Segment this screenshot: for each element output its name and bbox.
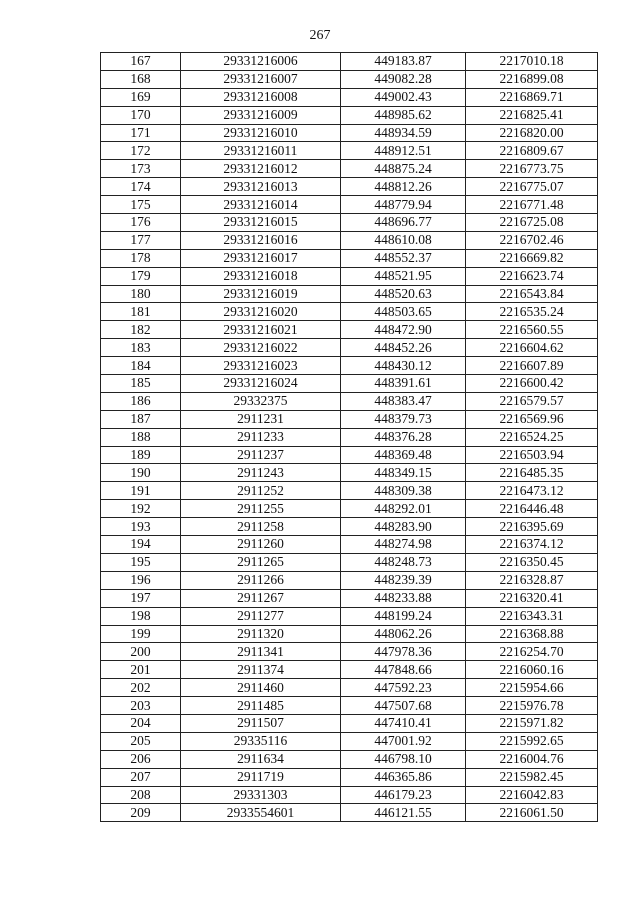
table-row (101, 768, 598, 786)
y-coordinate-cell: 2216535.24 (466, 303, 598, 321)
point-id-cell: 2911258 (181, 518, 341, 536)
x-coordinate-cell: 448521.95 (341, 267, 466, 285)
x-coordinate-cell: 448062.26 (341, 625, 466, 643)
table-row (101, 428, 598, 446)
point-id-cell: 29331216015 (181, 214, 341, 232)
table-row (101, 214, 598, 232)
row-number-cell: 171 (101, 124, 181, 142)
point-id-cell: 29331216007 (181, 70, 341, 88)
x-coordinate-cell: 447592.23 (341, 679, 466, 697)
table-row (101, 70, 598, 88)
page-number: 267 (309, 28, 331, 43)
x-coordinate-cell: 448552.37 (341, 249, 466, 267)
y-coordinate-cell: 2216607.89 (466, 357, 598, 375)
x-coordinate-cell: 447978.36 (341, 643, 466, 661)
row-number-cell: 187 (101, 410, 181, 428)
point-id-cell: 29331216022 (181, 339, 341, 357)
y-coordinate-cell: 2216600.42 (466, 375, 598, 393)
row-number-cell: 203 (101, 697, 181, 715)
table-row (101, 446, 598, 464)
table-row (101, 571, 598, 589)
x-coordinate-cell: 448379.73 (341, 410, 466, 428)
row-number-cell: 200 (101, 643, 181, 661)
x-coordinate-cell: 448812.26 (341, 178, 466, 196)
table-row (101, 321, 598, 339)
table-row (101, 697, 598, 715)
row-number-cell: 197 (101, 589, 181, 607)
table-row (101, 285, 598, 303)
table-row (101, 142, 598, 160)
table-row (101, 392, 598, 410)
y-coordinate-cell: 2216395.69 (466, 518, 598, 536)
point-id-cell: 29331216021 (181, 321, 341, 339)
table-row (101, 88, 598, 106)
table-row (101, 231, 598, 249)
point-id-cell: 29331216014 (181, 196, 341, 214)
y-coordinate-cell: 2216702.46 (466, 231, 598, 249)
table-row (101, 303, 598, 321)
table-row (101, 267, 598, 285)
row-number-cell: 209 (101, 804, 181, 822)
point-id-cell: 2911267 (181, 589, 341, 607)
table-row (101, 160, 598, 178)
table-row (101, 607, 598, 625)
row-number-cell: 205 (101, 732, 181, 750)
x-coordinate-cell: 448452.26 (341, 339, 466, 357)
row-number-cell: 188 (101, 428, 181, 446)
y-coordinate-cell: 2216374.12 (466, 536, 598, 554)
row-number-cell: 180 (101, 285, 181, 303)
x-coordinate-cell: 449183.87 (341, 53, 466, 71)
point-id-cell: 2911233 (181, 428, 341, 446)
point-id-cell: 2911460 (181, 679, 341, 697)
y-coordinate-cell: 2216579.57 (466, 392, 598, 410)
point-id-cell: 29331216008 (181, 88, 341, 106)
x-coordinate-cell: 448875.24 (341, 160, 466, 178)
point-id-cell: 29331216012 (181, 160, 341, 178)
row-number-cell: 192 (101, 500, 181, 518)
point-id-cell: 29331216010 (181, 124, 341, 142)
table-row (101, 804, 598, 822)
table-row (101, 518, 598, 536)
point-id-cell: 29331216011 (181, 142, 341, 160)
x-coordinate-cell: 448239.39 (341, 571, 466, 589)
row-number-cell: 199 (101, 625, 181, 643)
point-id-cell: 29331216024 (181, 375, 341, 393)
table-row (101, 643, 598, 661)
table-row (101, 786, 598, 804)
point-id-cell: 2911374 (181, 661, 341, 679)
row-number-cell: 172 (101, 142, 181, 160)
row-number-cell: 208 (101, 786, 181, 804)
x-coordinate-cell: 448292.01 (341, 500, 466, 518)
x-coordinate-cell: 448696.77 (341, 214, 466, 232)
point-id-cell: 29331216013 (181, 178, 341, 196)
table-row (101, 482, 598, 500)
table-row (101, 464, 598, 482)
row-number-cell: 189 (101, 446, 181, 464)
row-number-cell: 202 (101, 679, 181, 697)
x-coordinate-cell: 447507.68 (341, 697, 466, 715)
y-coordinate-cell: 2216899.08 (466, 70, 598, 88)
row-number-cell: 184 (101, 357, 181, 375)
point-id-cell: 2911266 (181, 571, 341, 589)
y-coordinate-cell: 2216669.82 (466, 249, 598, 267)
point-id-cell: 2911265 (181, 553, 341, 571)
table-row (101, 625, 598, 643)
row-number-cell: 186 (101, 392, 181, 410)
y-coordinate-cell: 2216775.07 (466, 178, 598, 196)
table-row (101, 53, 598, 71)
x-coordinate-cell: 448912.51 (341, 142, 466, 160)
point-id-cell: 2911485 (181, 697, 341, 715)
x-coordinate-cell: 448349.15 (341, 464, 466, 482)
x-coordinate-cell: 448934.59 (341, 124, 466, 142)
y-coordinate-cell: 2215992.65 (466, 732, 598, 750)
row-number-cell: 204 (101, 714, 181, 732)
y-coordinate-cell: 2216368.88 (466, 625, 598, 643)
table-row (101, 536, 598, 554)
y-coordinate-cell: 2217010.18 (466, 53, 598, 71)
x-coordinate-cell: 448520.63 (341, 285, 466, 303)
x-coordinate-cell: 448283.90 (341, 518, 466, 536)
x-coordinate-cell: 447410.41 (341, 714, 466, 732)
y-coordinate-cell: 2216328.87 (466, 571, 598, 589)
x-coordinate-cell: 446798.10 (341, 750, 466, 768)
y-coordinate-cell: 2215954.66 (466, 679, 598, 697)
row-number-cell: 196 (101, 571, 181, 589)
point-id-cell: 2933554601 (181, 804, 341, 822)
y-coordinate-cell: 2216869.71 (466, 88, 598, 106)
point-id-cell: 29331216023 (181, 357, 341, 375)
row-number-cell: 170 (101, 106, 181, 124)
row-number-cell: 194 (101, 536, 181, 554)
y-coordinate-cell: 2216042.83 (466, 786, 598, 804)
row-number-cell: 201 (101, 661, 181, 679)
point-id-cell: 29331303 (181, 786, 341, 804)
table-row (101, 339, 598, 357)
x-coordinate-cell: 448376.28 (341, 428, 466, 446)
point-id-cell: 2911243 (181, 464, 341, 482)
point-id-cell: 2911719 (181, 768, 341, 786)
y-coordinate-cell: 2216350.45 (466, 553, 598, 571)
row-number-cell: 181 (101, 303, 181, 321)
y-coordinate-cell: 2216485.35 (466, 464, 598, 482)
y-coordinate-cell: 2215982.45 (466, 768, 598, 786)
x-coordinate-cell: 446179.23 (341, 786, 466, 804)
x-coordinate-cell: 448233.88 (341, 589, 466, 607)
x-coordinate-cell: 448430.12 (341, 357, 466, 375)
row-number-cell: 177 (101, 231, 181, 249)
table-row (101, 106, 598, 124)
table-row (101, 249, 598, 267)
y-coordinate-cell: 2216623.74 (466, 267, 598, 285)
y-coordinate-cell: 2216604.62 (466, 339, 598, 357)
x-coordinate-cell: 448779.94 (341, 196, 466, 214)
point-id-cell: 29331216016 (181, 231, 341, 249)
row-number-cell: 193 (101, 518, 181, 536)
x-coordinate-cell: 448274.98 (341, 536, 466, 554)
row-number-cell: 179 (101, 267, 181, 285)
y-coordinate-cell: 2215971.82 (466, 714, 598, 732)
row-number-cell: 175 (101, 196, 181, 214)
table-row (101, 732, 598, 750)
table-row (101, 410, 598, 428)
x-coordinate-cell: 447848.66 (341, 661, 466, 679)
y-coordinate-cell: 2216060.16 (466, 661, 598, 679)
table-row (101, 357, 598, 375)
table-row (101, 661, 598, 679)
point-id-cell: 29331216017 (181, 249, 341, 267)
row-number-cell: 173 (101, 160, 181, 178)
point-id-cell: 2911255 (181, 500, 341, 518)
y-coordinate-cell: 2216004.76 (466, 750, 598, 768)
row-number-cell: 182 (101, 321, 181, 339)
y-coordinate-cell: 2216320.41 (466, 589, 598, 607)
table-row (101, 196, 598, 214)
y-coordinate-cell: 2216473.12 (466, 482, 598, 500)
row-number-cell: 178 (101, 249, 181, 267)
point-id-cell: 29331216019 (181, 285, 341, 303)
y-coordinate-cell: 2216771.48 (466, 196, 598, 214)
x-coordinate-cell: 448503.65 (341, 303, 466, 321)
table-row (101, 178, 598, 196)
table-row (101, 375, 598, 393)
x-coordinate-cell: 448985.62 (341, 106, 466, 124)
x-coordinate-cell: 447001.92 (341, 732, 466, 750)
row-number-cell: 190 (101, 464, 181, 482)
x-coordinate-cell: 448309.38 (341, 482, 466, 500)
table-row (101, 714, 598, 732)
point-id-cell: 2911320 (181, 625, 341, 643)
point-id-cell: 2911507 (181, 714, 341, 732)
y-coordinate-cell: 2216773.75 (466, 160, 598, 178)
y-coordinate-cell: 2216524.25 (466, 428, 598, 446)
x-coordinate-cell: 448391.61 (341, 375, 466, 393)
point-id-cell: 2911341 (181, 643, 341, 661)
row-number-cell: 207 (101, 768, 181, 786)
y-coordinate-cell: 2216560.55 (466, 321, 598, 339)
point-id-cell: 2911277 (181, 607, 341, 625)
point-id-cell: 29331216018 (181, 267, 341, 285)
row-number-cell: 167 (101, 53, 181, 71)
row-number-cell: 206 (101, 750, 181, 768)
y-coordinate-cell: 2216254.70 (466, 643, 598, 661)
y-coordinate-cell: 2216825.41 (466, 106, 598, 124)
point-id-cell: 29331216009 (181, 106, 341, 124)
table-row (101, 553, 598, 571)
coordinates-table-body (101, 53, 598, 822)
y-coordinate-cell: 2216503.94 (466, 446, 598, 464)
point-id-cell: 2911237 (181, 446, 341, 464)
row-number-cell: 191 (101, 482, 181, 500)
point-id-cell: 29331216006 (181, 53, 341, 71)
y-coordinate-cell: 2216820.00 (466, 124, 598, 142)
point-id-cell: 2911634 (181, 750, 341, 768)
row-number-cell: 169 (101, 88, 181, 106)
y-coordinate-cell: 2215976.78 (466, 697, 598, 715)
point-id-cell: 29331216020 (181, 303, 341, 321)
row-number-cell: 174 (101, 178, 181, 196)
y-coordinate-cell: 2216343.31 (466, 607, 598, 625)
y-coordinate-cell: 2216543.84 (466, 285, 598, 303)
x-coordinate-cell: 446365.86 (341, 768, 466, 786)
row-number-cell: 185 (101, 375, 181, 393)
y-coordinate-cell: 2216061.50 (466, 804, 598, 822)
y-coordinate-cell: 2216725.08 (466, 214, 598, 232)
x-coordinate-cell: 448472.90 (341, 321, 466, 339)
row-number-cell: 183 (101, 339, 181, 357)
row-number-cell: 198 (101, 607, 181, 625)
point-id-cell: 2911231 (181, 410, 341, 428)
y-coordinate-cell: 2216809.67 (466, 142, 598, 160)
x-coordinate-cell: 448248.73 (341, 553, 466, 571)
coordinates-table (100, 52, 598, 822)
x-coordinate-cell: 448610.08 (341, 231, 466, 249)
point-id-cell: 29332375 (181, 392, 341, 410)
x-coordinate-cell: 449002.43 (341, 88, 466, 106)
row-number-cell: 168 (101, 70, 181, 88)
table-row (101, 750, 598, 768)
x-coordinate-cell: 449082.28 (341, 70, 466, 88)
table-row (101, 679, 598, 697)
y-coordinate-cell: 2216446.48 (466, 500, 598, 518)
table-row (101, 124, 598, 142)
point-id-cell: 2911252 (181, 482, 341, 500)
table-row (101, 500, 598, 518)
x-coordinate-cell: 446121.55 (341, 804, 466, 822)
y-coordinate-cell: 2216569.96 (466, 410, 598, 428)
x-coordinate-cell: 448199.24 (341, 607, 466, 625)
x-coordinate-cell: 448383.47 (341, 392, 466, 410)
x-coordinate-cell: 448369.48 (341, 446, 466, 464)
row-number-cell: 195 (101, 553, 181, 571)
table-row (101, 589, 598, 607)
row-number-cell: 176 (101, 214, 181, 232)
point-id-cell: 2911260 (181, 536, 341, 554)
point-id-cell: 29335116 (181, 732, 341, 750)
